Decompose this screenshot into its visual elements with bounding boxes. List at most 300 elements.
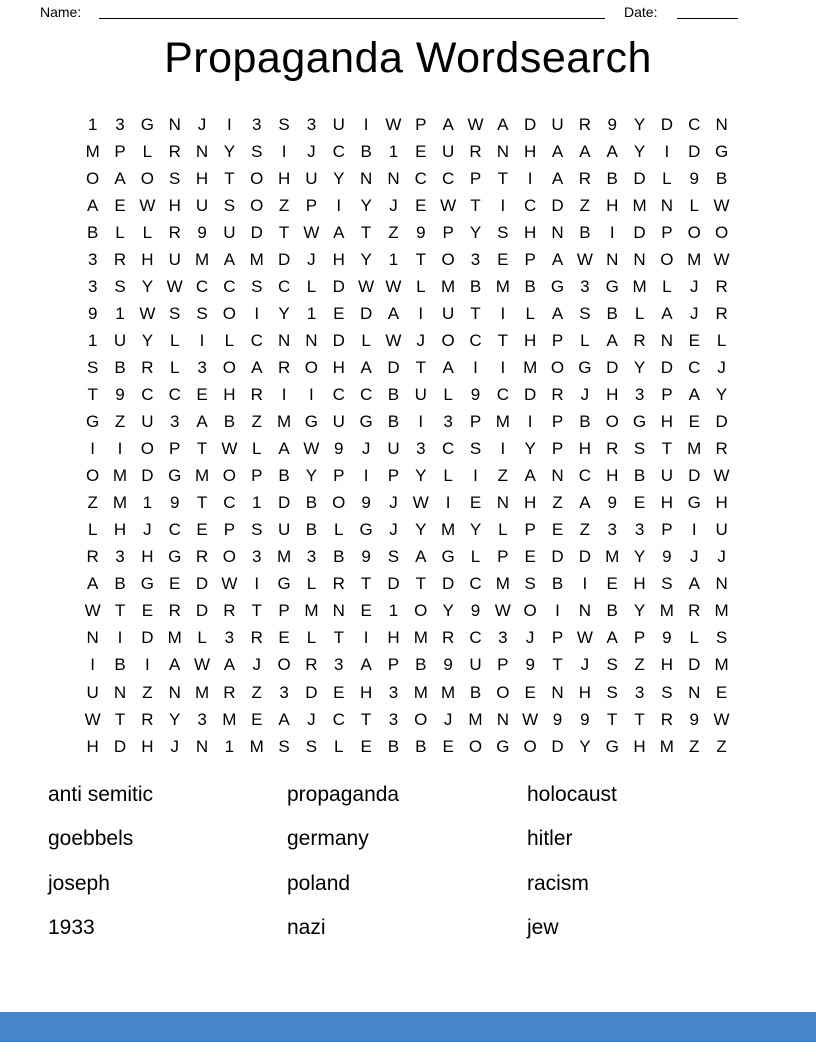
grid-cell: W xyxy=(139,195,156,215)
grid-cell: 9 xyxy=(87,303,98,323)
grid-cell: J xyxy=(717,547,726,567)
grid-cell: M xyxy=(194,682,210,702)
grid-cell: I xyxy=(144,655,150,675)
grid-cell: L xyxy=(689,195,699,215)
grid-cell: R xyxy=(332,574,345,594)
grid-cell: N xyxy=(551,222,564,242)
grid-cell: J xyxy=(689,303,699,323)
grid-cell: O xyxy=(714,222,729,242)
grid-cell: R xyxy=(141,709,154,729)
grid-cell: L xyxy=(498,520,508,540)
grid-cell: I xyxy=(445,493,451,513)
grid-cell: M xyxy=(112,493,128,513)
grid-cell: M xyxy=(276,412,292,432)
grid-cell: W xyxy=(221,574,238,594)
grid-cell: U xyxy=(305,168,318,188)
grid-cell: E xyxy=(360,736,372,756)
grid-cell: M xyxy=(632,195,647,215)
grid-cell: A xyxy=(551,303,564,323)
grid-cell: T xyxy=(634,709,645,729)
grid-cell: A xyxy=(278,439,290,459)
grid-cell: I xyxy=(609,222,615,242)
grid-cell: 9 xyxy=(525,655,535,675)
grid-cell: H xyxy=(524,493,537,513)
grid-cell: Y xyxy=(579,736,591,756)
name-label: Name: xyxy=(40,4,82,20)
grid-cell: 9 xyxy=(662,547,672,567)
grid-cell: T xyxy=(470,303,481,323)
word-item: 1933 xyxy=(48,916,95,940)
grid-cell: 3 xyxy=(470,249,481,269)
grid-cell: N xyxy=(578,601,591,621)
grid-cell: O xyxy=(222,466,236,486)
grid-cell: L xyxy=(443,384,453,404)
grid-cell: D xyxy=(633,222,646,242)
grid-cell: M xyxy=(222,709,237,729)
grid-cell: T xyxy=(360,574,372,594)
grid-cell: H xyxy=(606,466,619,486)
grid-cell: E xyxy=(415,195,427,215)
grid-cell: 9 xyxy=(361,493,371,513)
grid-cell: 3 xyxy=(87,249,98,269)
grid-cell: C xyxy=(688,357,701,377)
word-item: holocaust xyxy=(527,783,617,807)
grid-cell: C xyxy=(332,141,345,161)
grid-cell: P xyxy=(497,547,509,567)
grid-cell: E xyxy=(360,601,372,621)
grid-cell: N xyxy=(277,330,291,350)
grid-cell: 3 xyxy=(498,628,508,648)
grid-cell: D xyxy=(524,384,537,404)
grid-cell: B xyxy=(415,736,427,756)
grid-cell: 9 xyxy=(552,709,563,729)
grid-cell: O xyxy=(222,357,236,377)
grid-cell: R xyxy=(86,547,99,567)
grid-cell: E xyxy=(278,628,290,648)
grid-cell: O xyxy=(441,330,455,350)
grid-cell: J xyxy=(689,276,699,296)
grid-cell: U xyxy=(660,466,674,486)
grid-cell: E xyxy=(524,682,536,702)
grid-cell: T xyxy=(360,709,372,729)
grid-cell: W xyxy=(467,114,484,134)
grid-cell: A xyxy=(169,655,181,675)
grid-cell: R xyxy=(277,357,291,377)
grid-cell: U xyxy=(414,384,427,404)
grid-cell: B xyxy=(223,412,236,432)
grid-cell: T xyxy=(415,357,426,377)
grid-cell: Z xyxy=(251,412,262,432)
grid-cell: J xyxy=(143,520,152,540)
grid-cell: 1 xyxy=(87,330,98,350)
grid-cell: O xyxy=(414,709,428,729)
grid-cell: L xyxy=(361,330,371,350)
grid-cell: N xyxy=(688,682,701,702)
grid-cell: T xyxy=(333,628,344,648)
date-blank-line xyxy=(677,2,738,19)
grid-cell: R xyxy=(250,628,263,648)
grid-cell: M xyxy=(441,682,456,702)
grid-cell: T xyxy=(497,168,509,188)
grid-cell: N xyxy=(332,601,345,621)
grid-cell: O xyxy=(496,682,510,702)
grid-cell: I xyxy=(500,439,506,459)
grid-cell: H xyxy=(195,168,209,188)
grid-cell: H xyxy=(633,574,646,594)
grid-cell: 3 xyxy=(252,547,262,567)
grid-cell: A xyxy=(196,412,208,432)
grid-cell: 3 xyxy=(169,412,180,432)
grid-cell: R xyxy=(715,276,728,296)
grid-cell: M xyxy=(413,628,428,648)
grid-cell: P xyxy=(333,466,345,486)
grid-cell: G xyxy=(714,141,729,161)
grid-cell: I xyxy=(309,384,314,404)
grid-cell: S xyxy=(606,655,618,675)
grid-cell: T xyxy=(470,195,481,215)
grid-cell: T xyxy=(661,439,673,459)
grid-cell: B xyxy=(278,466,290,486)
grid-cell: H xyxy=(524,330,537,350)
grid-cell: N xyxy=(551,682,564,702)
grid-cell: S xyxy=(497,222,509,242)
grid-cell: E xyxy=(524,547,536,567)
grid-cell: L xyxy=(197,628,207,648)
grid-cell: S xyxy=(305,736,318,756)
grid-cell: L xyxy=(662,276,672,296)
grid-cell: W xyxy=(303,439,320,459)
grid-cell: 1 xyxy=(388,601,399,621)
grid-cell: I xyxy=(90,439,96,459)
word-item: nazi xyxy=(287,916,326,940)
grid-cell: C xyxy=(469,330,482,350)
grid-cell: E xyxy=(688,330,700,350)
grid-cell: H xyxy=(606,384,619,404)
grid-cell: 3 xyxy=(634,520,645,540)
grid-cell: S xyxy=(633,439,646,459)
grid-cell: H xyxy=(141,249,154,269)
grid-cell: J xyxy=(580,384,590,404)
grid-cell: 3 xyxy=(306,114,317,134)
grid-cell: M xyxy=(714,655,729,675)
grid-cell: H xyxy=(633,736,646,756)
grid-cell: U xyxy=(332,114,345,134)
grid-cell: A xyxy=(415,547,427,567)
grid-cell: M xyxy=(249,736,264,756)
grid-cell: O xyxy=(523,736,537,756)
grid-cell: B xyxy=(387,384,400,404)
grid-cell: C xyxy=(469,628,482,648)
grid-cell: M xyxy=(605,547,620,567)
grid-cell: S xyxy=(114,276,126,296)
grid-cell: Y xyxy=(169,709,181,729)
grid-cell: D xyxy=(277,249,291,269)
grid-cell: M xyxy=(249,249,264,269)
grid-cell: M xyxy=(413,682,428,702)
grid-cell: I xyxy=(664,141,670,161)
grid-cell: C xyxy=(332,384,345,404)
grid-cell: L xyxy=(689,628,699,648)
grid-cell: O xyxy=(222,547,236,567)
grid-cell: T xyxy=(497,330,509,350)
grid-cell: D xyxy=(442,574,455,594)
grid-cell: W xyxy=(385,330,402,350)
grid-cell: W xyxy=(440,195,457,215)
grid-cell: L xyxy=(716,330,727,350)
grid-cell: M xyxy=(276,547,292,567)
grid-cell: G xyxy=(359,412,373,432)
grid-cell: M xyxy=(304,601,319,621)
grid-cell: H xyxy=(660,655,674,675)
grid-cell: L xyxy=(252,439,262,459)
grid-cell: D xyxy=(551,547,564,567)
grid-cell: 9 xyxy=(689,709,699,729)
grid-cell: B xyxy=(524,276,536,296)
grid-cell: W xyxy=(713,249,730,269)
grid-cell: U xyxy=(277,520,291,540)
grid-cell: H xyxy=(578,682,591,702)
grid-cell: S xyxy=(606,682,618,702)
grid-cell: M xyxy=(495,276,510,296)
grid-cell: P xyxy=(278,601,290,621)
grid-cell: R xyxy=(551,384,564,404)
grid-cell: H xyxy=(715,493,728,513)
grid-cell: E xyxy=(497,249,509,269)
grid-cell: J xyxy=(689,547,699,567)
grid-cell: A xyxy=(688,384,700,404)
grid-cell: A xyxy=(442,114,454,134)
grid-cell: M xyxy=(659,736,674,756)
grid-cell: D xyxy=(195,601,209,621)
word-item: joseph xyxy=(48,871,110,895)
grid-cell: D xyxy=(113,736,127,756)
grid-cell: D xyxy=(551,736,564,756)
grid-cell: Y xyxy=(442,601,454,621)
grid-cell: P xyxy=(551,439,564,459)
grid-cell: I xyxy=(254,303,260,323)
grid-cell: H xyxy=(578,439,591,459)
bottom-accent-bar xyxy=(0,1012,816,1042)
grid-cell: G xyxy=(86,412,100,432)
grid-cell: T xyxy=(415,574,426,594)
grid-cell: D xyxy=(359,303,373,323)
grid-cell: H xyxy=(141,736,154,756)
grid-cell: R xyxy=(195,547,209,567)
grid-cell: P xyxy=(551,628,564,648)
grid-cell: A xyxy=(87,195,99,215)
grid-cell: B xyxy=(633,466,646,486)
grid-cell: A xyxy=(87,574,99,594)
grid-cell: 3 xyxy=(634,384,645,404)
grid-cell: U xyxy=(551,114,564,134)
grid-cell: C xyxy=(442,439,455,459)
grid-cell: P xyxy=(223,520,236,540)
grid-cell: O xyxy=(687,222,701,242)
wordsearch-grid xyxy=(79,111,735,760)
grid-cell: L xyxy=(443,466,453,486)
grid-cell: 3 xyxy=(224,628,235,648)
grid-cell: E xyxy=(196,520,208,540)
grid-cell: S xyxy=(579,303,591,323)
grid-cell: G xyxy=(687,493,701,513)
grid-cell: J xyxy=(170,736,179,756)
grid-cell: W xyxy=(166,276,183,296)
grid-cell: I xyxy=(418,412,424,432)
grid-cell: J xyxy=(389,195,398,215)
grid-cell: R xyxy=(113,249,127,269)
grid-cell: I xyxy=(117,628,123,648)
grid-cell: C xyxy=(359,384,373,404)
grid-cell: O xyxy=(140,439,154,459)
grid-cell: I xyxy=(418,303,424,323)
grid-cell: L xyxy=(115,222,125,242)
grid-cell: I xyxy=(691,520,697,540)
grid-cell: B xyxy=(469,682,482,702)
grid-cell: B xyxy=(579,222,591,242)
grid-cell: M xyxy=(194,466,210,486)
grid-cell: Y xyxy=(278,303,290,323)
grid-cell: M xyxy=(523,357,538,377)
grid-cell: I xyxy=(227,114,232,134)
grid-cell: B xyxy=(305,493,318,513)
grid-cell: H xyxy=(524,141,537,161)
grid-cell: M xyxy=(441,276,456,296)
grid-cell: C xyxy=(277,276,291,296)
grid-cell: H xyxy=(113,520,127,540)
grid-cell: A xyxy=(223,249,236,269)
grid-cell: L xyxy=(169,357,180,377)
grid-cell: B xyxy=(415,655,427,675)
grid-cell: I xyxy=(555,601,560,621)
grid-cell: G xyxy=(359,520,373,540)
grid-cell: I xyxy=(500,195,506,215)
grid-cell: S xyxy=(387,547,400,567)
grid-cell: T xyxy=(87,384,98,404)
grid-cell: L xyxy=(416,276,426,296)
grid-cell: W xyxy=(576,249,593,269)
grid-cell: B xyxy=(551,574,564,594)
grid-cell: N xyxy=(660,195,674,215)
grid-cell: 1 xyxy=(306,303,317,323)
grid-cell: H xyxy=(660,493,674,513)
grid-cell: O xyxy=(277,655,291,675)
grid-cell: N xyxy=(195,141,209,161)
grid-cell: E xyxy=(333,682,345,702)
grid-cell: H xyxy=(86,736,99,756)
grid-cell: P xyxy=(442,222,454,242)
grid-cell: C xyxy=(688,114,701,134)
grid-cell: L xyxy=(634,303,645,323)
grid-cell: T xyxy=(552,655,563,675)
grid-cell: S xyxy=(715,628,728,648)
grid-cell: I xyxy=(582,574,588,594)
grid-cell: Y xyxy=(415,520,427,540)
grid-cell: 3 xyxy=(115,547,125,567)
grid-cell: E xyxy=(196,384,208,404)
grid-cell: Y xyxy=(223,141,236,161)
grid-cell: G xyxy=(578,357,592,377)
grid-cell: A xyxy=(251,357,263,377)
grid-cell: N xyxy=(168,682,181,702)
grid-cell: G xyxy=(168,547,182,567)
grid-cell: D xyxy=(688,655,701,675)
grid-cell: B xyxy=(715,168,728,188)
grid-cell: S xyxy=(223,195,236,215)
grid-cell: R xyxy=(606,439,619,459)
date-label: Date: xyxy=(624,4,658,20)
grid-cell: C xyxy=(414,168,427,188)
grid-cell: R xyxy=(469,141,482,161)
grid-cell: P xyxy=(551,330,564,350)
grid-cell: 3 xyxy=(580,276,590,296)
grid-cell: H xyxy=(387,628,400,648)
grid-cell: E xyxy=(333,303,345,323)
grid-cell: 9 xyxy=(197,222,207,242)
grid-cell: W xyxy=(221,439,238,459)
grid-cell: D xyxy=(332,276,345,296)
grid-cell: L xyxy=(580,330,590,350)
grid-cell: R xyxy=(578,168,591,188)
grid-cell: G xyxy=(441,547,455,567)
grid-cell: C xyxy=(524,195,537,215)
grid-cell: T xyxy=(224,168,235,188)
grid-cell: A xyxy=(360,357,372,377)
grid-cell: C xyxy=(442,168,455,188)
grid-cell: J xyxy=(580,655,590,675)
grid-cell: Z xyxy=(251,682,262,702)
grid-cell: I xyxy=(363,466,369,486)
word-item: propaganda xyxy=(287,783,400,807)
grid-cell: I xyxy=(281,141,287,161)
grid-cell: Z xyxy=(689,736,700,756)
grid-cell: E xyxy=(141,601,154,621)
grid-cell: J xyxy=(389,520,398,540)
grid-cell: N xyxy=(168,114,181,134)
grid-cell: U xyxy=(442,303,455,323)
grid-cell: P xyxy=(387,655,400,675)
grid-cell: M xyxy=(659,601,674,621)
grid-cell: H xyxy=(359,682,373,702)
grid-cell: O xyxy=(304,357,319,377)
grid-cell: M xyxy=(468,709,483,729)
grid-cell: B xyxy=(579,412,591,432)
word-list-column xyxy=(48,773,153,950)
grid-cell: I xyxy=(199,330,205,350)
grid-cell: T xyxy=(196,493,208,513)
grid-cell: G xyxy=(140,574,154,594)
grid-cell: O xyxy=(332,493,346,513)
grid-cell: A xyxy=(387,303,400,323)
grid-cell: A xyxy=(497,114,509,134)
grid-cell: M xyxy=(167,628,182,648)
grid-cell: A xyxy=(606,628,618,648)
grid-cell: T xyxy=(196,439,208,459)
grid-cell: G xyxy=(277,574,291,594)
grid-cell: P xyxy=(415,114,427,134)
grid-cell: E xyxy=(551,520,564,540)
grid-cell: I xyxy=(363,114,369,134)
grid-cell: L xyxy=(306,574,317,594)
grid-cell: 9 xyxy=(470,601,481,621)
grid-cell: I xyxy=(527,168,533,188)
grid-cell: W xyxy=(84,709,101,729)
grid-cell: S xyxy=(278,114,290,134)
word-item: anti semitic xyxy=(48,783,154,807)
grid-cell: U xyxy=(113,330,127,350)
grid-cell: U xyxy=(332,412,345,432)
grid-cell: M xyxy=(85,141,100,161)
grid-cell: O xyxy=(86,168,100,188)
